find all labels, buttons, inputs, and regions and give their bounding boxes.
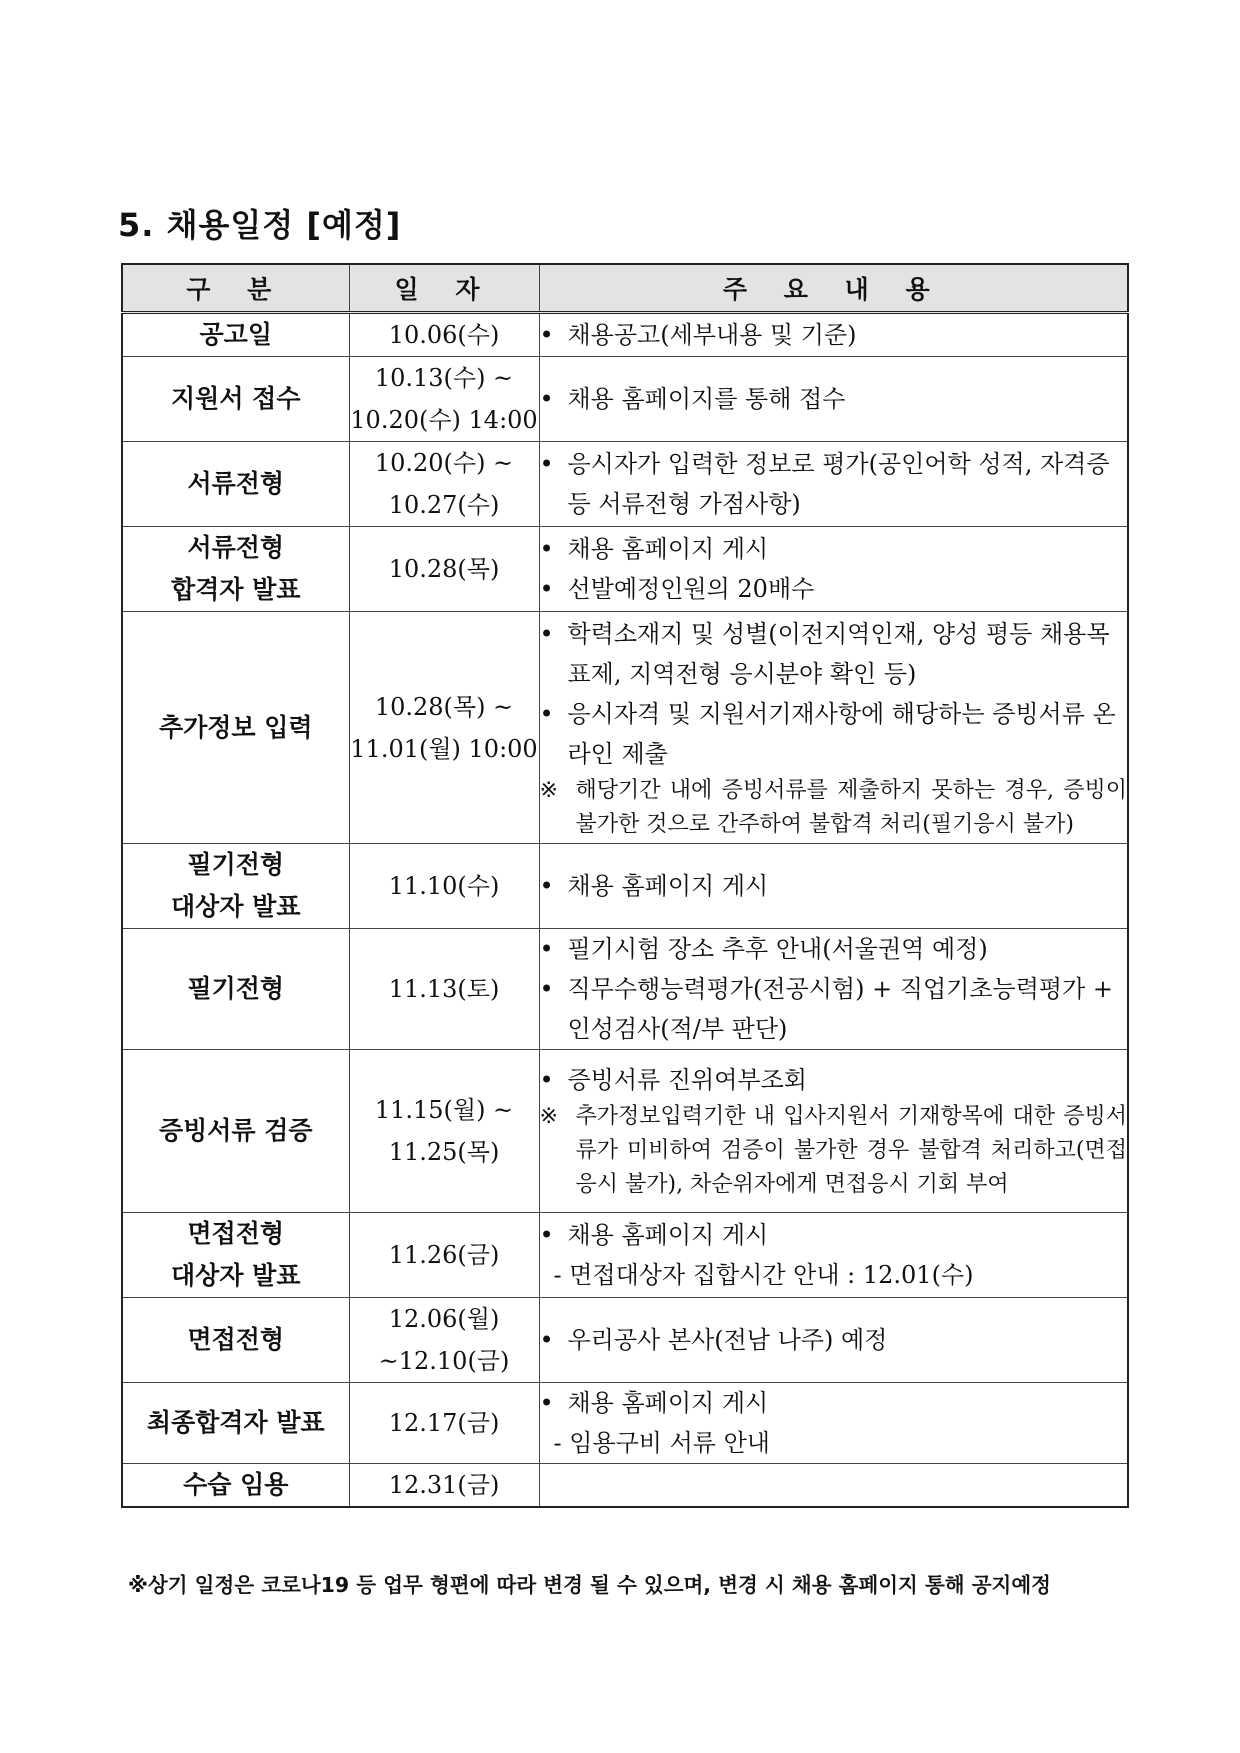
bullet-mark: •	[539, 1221, 554, 1249]
item-text: 채용 홈페이지 게시	[567, 535, 769, 563]
category-line: 대상자 발표	[171, 892, 301, 921]
item-text: 채용 홈페이지 게시	[567, 872, 769, 900]
date-line: 10.28(목) ~	[374, 692, 514, 721]
note-mark: ※	[539, 1104, 558, 1129]
bullet-mark: •	[539, 872, 554, 900]
bullet-item	[540, 929, 1128, 969]
category-line: 최종합격자 발표	[146, 1408, 325, 1437]
note-item	[540, 774, 1128, 842]
table-row	[122, 929, 1128, 1050]
row-category	[122, 527, 349, 612]
row-content	[539, 612, 1128, 844]
bullet-item	[540, 1215, 1128, 1255]
bullet-mark: •	[539, 450, 554, 478]
row-category	[122, 1464, 349, 1508]
row-category	[122, 442, 349, 527]
date-line: 10.27(수)	[388, 491, 500, 519]
bullet-mark: •	[539, 975, 554, 1003]
table-body	[122, 313, 1128, 1508]
row-date	[349, 527, 539, 612]
bullet-item	[540, 569, 1128, 609]
table-row	[122, 1464, 1128, 1508]
category-line: 공고일	[199, 320, 272, 349]
bullet-mark: •	[539, 321, 554, 349]
bullet-item	[540, 1383, 1128, 1423]
item-text: 해당기간 내에 증빙서류를 제출하지 못하는 경우, 증빙이 불가한 것으로 간주하여 불합격 처리(필기응시 불가)	[575, 777, 1127, 837]
bullet-mark: •	[539, 575, 554, 603]
bullet-item	[540, 379, 1128, 419]
row-content	[539, 1383, 1128, 1464]
row-date	[349, 357, 539, 442]
row-category	[122, 929, 349, 1050]
date-line: 11.15(월) ~	[374, 1096, 514, 1124]
row-category	[122, 612, 349, 844]
item-text: 선발예정인원의 20배수	[567, 575, 815, 603]
table-row	[122, 1298, 1128, 1383]
row-content	[539, 929, 1128, 1050]
row-content	[539, 1213, 1128, 1298]
bullet-mark: •	[539, 1389, 554, 1417]
bullet-mark: •	[539, 535, 554, 563]
row-category	[122, 357, 349, 442]
category-line: 추가정보 입력	[158, 712, 313, 742]
item-text: 채용 홈페이지 게시	[567, 1221, 769, 1249]
bullet-mark: •	[539, 699, 554, 728]
header-category: 구 분	[122, 264, 349, 313]
row-date	[349, 929, 539, 1050]
category-line: 면접전형	[187, 1219, 285, 1248]
category-line: 서류전형	[187, 469, 285, 498]
table-row	[122, 612, 1128, 844]
bullet-item	[540, 969, 1128, 1049]
category-line: 서류전형	[187, 533, 285, 562]
item-text: 채용공고(세부내용 및 기준)	[567, 321, 857, 349]
item-text: 응시자가 입력한 정보로 평가(공인어학 성적, 자격증 등 서류전형 가점사항)	[567, 450, 1110, 518]
table-row	[122, 1383, 1128, 1464]
row-category	[122, 844, 349, 929]
row-content	[539, 357, 1128, 442]
date-line: 10.13(수) ~	[374, 364, 514, 392]
category-line: 필기전형	[187, 974, 285, 1003]
bullet-mark: •	[539, 1326, 554, 1354]
item-text: 채용 홈페이지를 통해 접수	[567, 385, 846, 413]
date-line: ~12.10(금)	[378, 1347, 510, 1375]
schedule-table	[121, 263, 1129, 1508]
bullet-item	[540, 529, 1128, 569]
item-text: 채용 홈페이지 게시	[567, 1389, 769, 1417]
row-category	[122, 313, 349, 357]
header-content: 주 요 내 용	[539, 264, 1128, 313]
row-content	[539, 1298, 1128, 1383]
row-date	[349, 1464, 539, 1508]
table-row	[122, 1050, 1128, 1213]
date-line: 10.20(수) 14:00	[350, 406, 538, 434]
bullet-mark: •	[539, 935, 554, 963]
sub-item: - 임용구비 서류 안내	[553, 1429, 770, 1457]
header-date: 일 자	[349, 264, 539, 313]
note-item	[540, 1100, 1128, 1202]
bullet-item	[540, 614, 1128, 694]
row-content	[539, 1050, 1128, 1213]
row-date	[349, 612, 539, 844]
category-line: 면접전형	[187, 1325, 285, 1354]
table-row	[122, 1213, 1128, 1298]
date-line: 10.20(수) ~	[374, 449, 514, 477]
category-line: 증빙서류 검증	[158, 1116, 313, 1145]
category-line: 지원서 접수	[171, 384, 301, 413]
sub-item: - 면접대상자 집합시간 안내 : 12.01(수)	[553, 1261, 974, 1289]
date-line: 11.26(금)	[388, 1241, 500, 1269]
footer-note: ※상기 일정은 코로나19 등 업무 형편에 따라 변경 될 수 있으며, 변경 시 채용 홈페이지 통해 공지예정	[128, 1573, 1051, 1597]
bullet-item	[540, 866, 1128, 906]
table-header-row	[122, 264, 1128, 313]
row-category	[122, 1050, 349, 1213]
section-title: 5. 채용일정 [예정]	[118, 206, 402, 244]
bullet-item	[540, 444, 1128, 524]
date-line: 11.25(목)	[388, 1138, 500, 1166]
item-text: 증빙서류 진위여부조회	[567, 1066, 807, 1094]
row-content	[539, 313, 1128, 357]
item-text: 추가정보입력기한 내 입사지원서 기재항목에 대한 증빙서류가 미비하여 검증이 불가한 경우 불합격 처리하고(면접응시 불가), 차순위자에게 면접응시 기회 부여	[575, 1104, 1127, 1197]
bullet-item	[540, 694, 1128, 774]
date-line: 12.17(금)	[388, 1409, 500, 1437]
category-line: 필기전형	[187, 850, 285, 879]
item-text: 학력소재지 및 성별(이전지역인재, 양성 평등 채용목표제, 지역전형 응시분야 확인 등)	[567, 619, 1110, 688]
category-line: 합격자 발표	[171, 575, 301, 604]
item-text: 필기시험 장소 추후 안내(서울권역 예정)	[567, 935, 988, 963]
bullet-item	[540, 1060, 1128, 1100]
row-date	[349, 1213, 539, 1298]
row-date	[349, 844, 539, 929]
row-date	[349, 313, 539, 357]
table-row	[122, 442, 1128, 527]
date-line: 12.31(금)	[388, 1471, 500, 1499]
bullet-item	[540, 1320, 1128, 1360]
row-content	[539, 442, 1128, 527]
bullet-mark: •	[539, 385, 554, 413]
category-line: 수습 임용	[183, 1470, 289, 1499]
date-line: 11.13(토)	[388, 975, 500, 1003]
date-line: 10.06(수)	[388, 321, 500, 349]
table-row	[122, 844, 1128, 929]
item-text: 우리공사 본사(전남 나주) 예정	[567, 1326, 888, 1354]
row-content	[539, 844, 1128, 929]
date-line: 11.10(수)	[388, 872, 500, 900]
row-content	[539, 1464, 1128, 1508]
date-line: 12.06(월)	[388, 1305, 500, 1333]
table-row	[122, 313, 1128, 357]
row-category	[122, 1383, 349, 1464]
date-line: 10.28(목)	[388, 555, 500, 583]
row-date	[349, 1050, 539, 1213]
item-text: 응시자격 및 지원서기재사항에 해당하는 증빙서류 온라인 제출	[567, 699, 1116, 768]
row-date	[349, 442, 539, 527]
row-content	[539, 527, 1128, 612]
row-date	[349, 1383, 539, 1464]
row-date	[349, 1298, 539, 1383]
table-row	[122, 357, 1128, 442]
bullet-mark: •	[539, 1066, 554, 1094]
note-mark: ※	[539, 777, 558, 803]
bullet-item	[540, 315, 1128, 355]
row-category	[122, 1298, 349, 1383]
bullet-mark: •	[539, 619, 554, 648]
table-row	[122, 527, 1128, 612]
item-text: 직무수행능력평가(전공시험) + 직업기초능력평가 + 인성검사(적/부 판단)	[567, 975, 1114, 1043]
row-category	[122, 1213, 349, 1298]
category-line: 대상자 발표	[171, 1261, 301, 1290]
date-line: 11.01(월) 10:00	[350, 734, 538, 763]
